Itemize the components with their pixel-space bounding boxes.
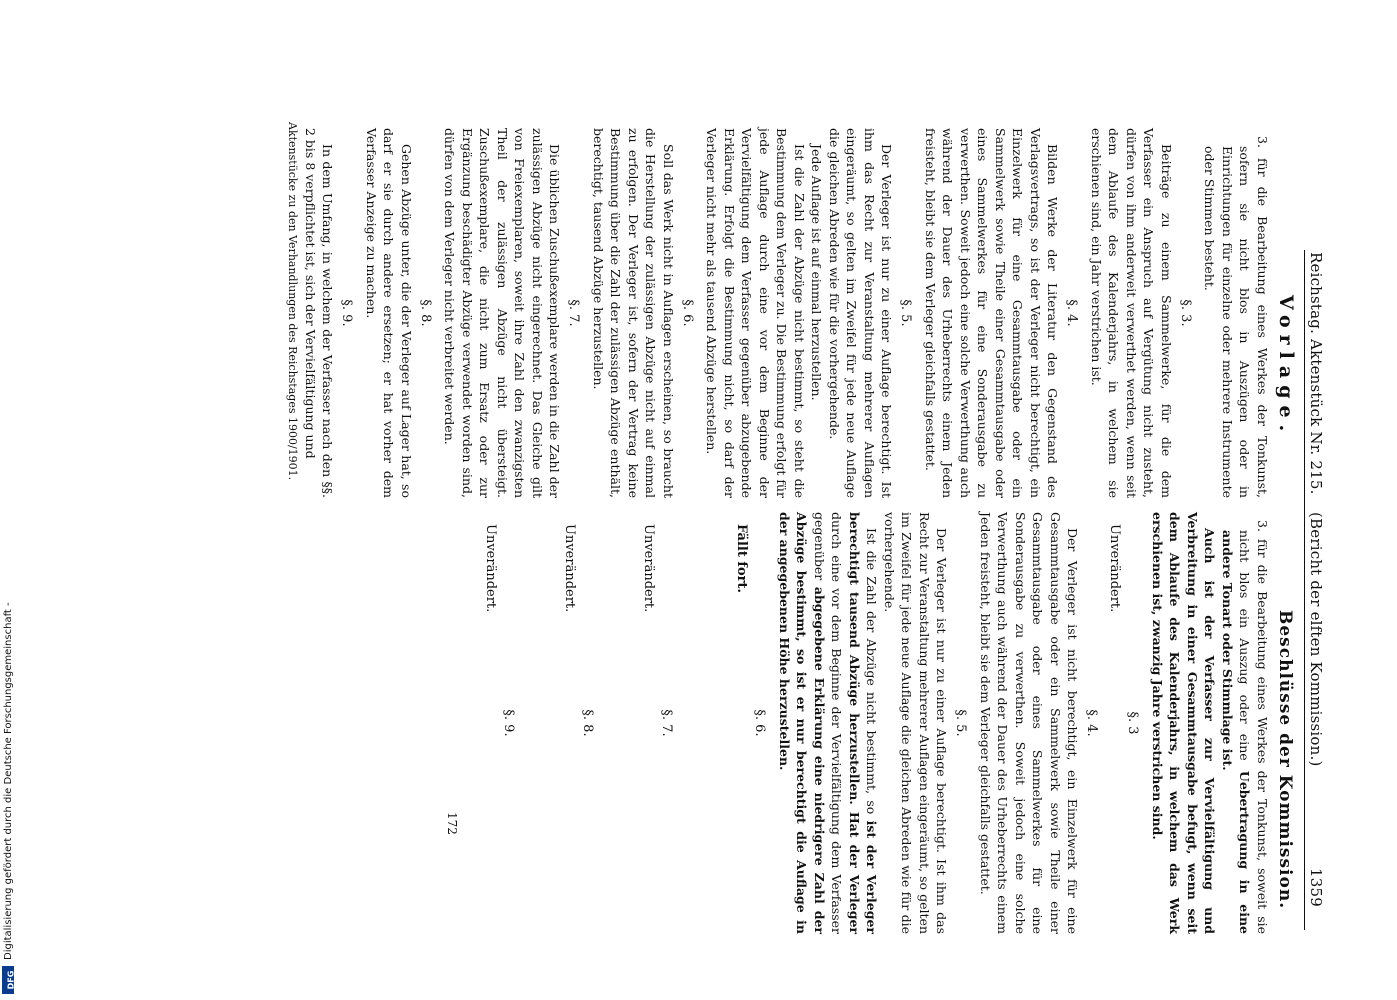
right-s9-unchanged: Unverändert.: [483, 524, 499, 613]
right-s8-unchanged: Unverändert.: [562, 524, 578, 613]
left-s3-heading: §. 3.: [1178, 299, 1193, 327]
right-s8-heading: §. 8.: [580, 709, 596, 737]
left-column-title: Vorlage.: [1275, 295, 1297, 439]
left-s5-heading: §. 5.: [898, 299, 914, 327]
right-column-title: Beschlüsse der Kommission.: [1275, 610, 1295, 910]
left-s4-text: Bilden Werke der Literatur den Gegenstand des Verlagsvertrags, so ist der Verleger nicht berechtigt, ein Einzelwerk für eine Gesammtausgabe oder ein Sammelwerk sowie Theile einer Gesammtausgabe oder eines Sammelwerkes für eine Sonderausgabe zu verwerthen. Soweit jedoch eine solche Verwerthung auch während der Dauer des Urheberrechts einem Jeden freisteht, bleibt sie dem Verleger gleichfalls gestattet.: [923, 128, 1061, 498]
right-item-3-c: Auch ist der Verfasser zur Vervielfältigung und Verbreitung in einer Gesammtausgabe befugt, wenn seit dem Ablaufe des Kalenderjahrs, in welchem das Werk erschienen ist, zwanzig Jahre verstrichen sind.: [1150, 512, 1218, 934]
right-s5-text2: [776, 512, 881, 934]
right-item-3: [1219, 512, 1272, 934]
right-s5-text2-a: Ist die Zahl der Abzüge nicht bestimmt, so: [864, 528, 880, 821]
header-left: Reichstag. Aktenstück Nr. 215.: [1307, 252, 1325, 495]
right-s7-heading: §. 7.: [659, 709, 675, 737]
right-s5-text2-d: abgegebene Erklärung eine niedrigere Zahl der Abzüge bestimmt, so ist er nur berechtigt die Auflage in der angegebenen Höhe herzustellen.: [777, 512, 827, 934]
header-right: (Bericht der elften Kommission.): [1307, 512, 1325, 767]
left-s5-text3: Ist die Zahl der Abzüge nicht bestimmt, so steht die Bestimmung dem Verleger zu. Die Bestimmung erfolgt für jede Auflage durch eine vor dem Beginne der Vervielfältigung dem Verfasser gegenüber abzugebende Erklärung. Erfolgt die Bestimmung nicht, so darf der Verleger nicht mehr als tausend Abzüge herstellen.: [704, 128, 807, 498]
dfg-logo: [2, 966, 14, 994]
left-s8-heading: §. 8.: [418, 299, 433, 327]
right-s4-text: Der Verleger ist nicht berechtigt, ein Einzelwerk für eine Gesammtausgabe oder ein Sammelwerk sowie Theile einer Gesammtausgabe oder eines Sammelwerkes für eine Sonderausgabe zu verwerthen. Soweit jedoch eine solche Verwerthung auch während der Dauer des Urheberrechts einem Jeden freisteht, bleibt sie dem Verleger gleichfalls gestattet.: [978, 512, 1081, 934]
right-s9-heading: §. 9.: [501, 709, 517, 737]
right-s5-text1: Der Verleger ist nur zu einer Auflage berechtigt. Ist ihm das Recht zur Veranstaltung mehrerer Auflagen eingeräumt, so gelten im Zweifel für jede neue Auflage die gleichen Abreden wie für die vorhergehende.: [882, 512, 950, 934]
left-column: [286, 122, 1272, 498]
right-s3-heading: §. 3: [1125, 711, 1141, 735]
right-s6-heading: §. 6.: [752, 709, 768, 737]
right-s5-text2-b: ist der Verleger berechtigt tausend Abzüge herzustellen. Hat der Verleger: [847, 512, 880, 934]
right-s7-unchanged: Unverändert.: [641, 524, 657, 613]
dfg-logo-text: DFG: [6, 970, 16, 990]
right-s3-unchanged: Unverändert.: [1107, 524, 1123, 613]
left-s7-heading: §. 7.: [566, 299, 582, 327]
left-s4-heading: §. 4.: [1064, 299, 1080, 327]
digitization-note: Digitalisierung gefördert durch die Deutsche Forschungsgemeinschaft -: [3, 602, 14, 960]
left-s7-text: Die üblichen Zuschußexemplare werden in die Zahl der zulässigen Abzüge nicht eingerechnet. Das Gleiche gilt von Freiexemplaren, soweit ihre Zahl den zwanzigsten Theil der zulässigen Abzüge nicht übersteigt. Zuschußexemplare, die nicht zum Ersatz oder zur Ergänzung beschädigter Abzüge verwendet worden sind, dürfen von dem Verleger nicht verbreitet werden.: [442, 128, 563, 498]
right-s5-text2-c: durch eine vor dem Beginne der Vervielfältigung dem Verfasser gegenüber: [812, 512, 845, 934]
left-s5-text2: Jede Auflage ist auf einmal herzustellen.: [809, 144, 825, 401]
left-s9-text: In dem Umfang, in welchem der Verfasser nach den §§. 2 bis 8 verpflichtet ist, sich der Vervielfältigung und: [303, 128, 336, 498]
right-s6-removed: Fällt fort.: [734, 524, 750, 593]
page-number: 1359: [1307, 868, 1325, 907]
left-s5-text1: Der Verleger ist nur zu einer Auflage berechtigt. Ist ihm das Recht zur Veranstaltung mehrerer Auflagen eingeräumt, so gelten im Zweifel für jede neue Auflage die gleichen Abreden wie für die vorhergehende.: [827, 128, 895, 498]
left-s6-heading: §. 6.: [680, 299, 695, 327]
right-column: [446, 512, 1272, 934]
left-s6-text: Soll das Werk nicht in Auflagen erscheinen, so braucht die Herstellung der zulässigen Abzüge nicht auf einmal zu erfolgen. Der Verleger ist, sofern der Vertrag keine Bestimmung über die Zahl der zulässigen Abzüge enthält, berechtigt, tausend Abzüge herzustellen.: [591, 128, 676, 498]
left-item-3: 3. für die Bearbeitung eines Werkes der Tonkunst, sofern sie nicht blos in Auszügen oder in Einrichtungen für einzelne oder mehrere Instrumente oder Stimmen besteht.: [1202, 136, 1270, 498]
right-s5-heading: §. 5.: [953, 709, 969, 737]
left-s8-text: Gehen Abzüge unter, die der Verleger auf Lager hat, so darf er sie durch andere ersetzen; er hat vorher dem Verfasser Anzeige zu machen.: [364, 128, 414, 498]
right-item-3-a: 3. für die Bearbeitung eines Werkes der Tonkunst, soweit sie nicht blos ein Auszug oder eine: [1237, 520, 1270, 934]
sheet-number: 172: [445, 812, 460, 835]
header-rule: [1304, 250, 1305, 930]
rotated-document: [5, 0, 1335, 1000]
right-s4-heading: §. 4.: [1084, 709, 1100, 737]
left-footer: Aktenstücke zu den Verhandlungen des Reichstages 1900/1901.: [286, 122, 300, 481]
right-item-3-b: Uebertragung in eine andere Tonart oder Stimmlage ist.: [1220, 530, 1253, 935]
left-s9-heading: §. 9.: [339, 299, 355, 327]
left-s3-text: Beiträge zu einem Sammelwerke, für die dem Verfasser ein Anspruch auf Vergütung nicht zusteht, dürfen von ihm anderweit verwerthet werden, wenn seit dem Ablaufe des Kalenderjahrs, in welchem sie erschienen sind, ein Jahr verstrichen ist.: [1089, 128, 1174, 498]
